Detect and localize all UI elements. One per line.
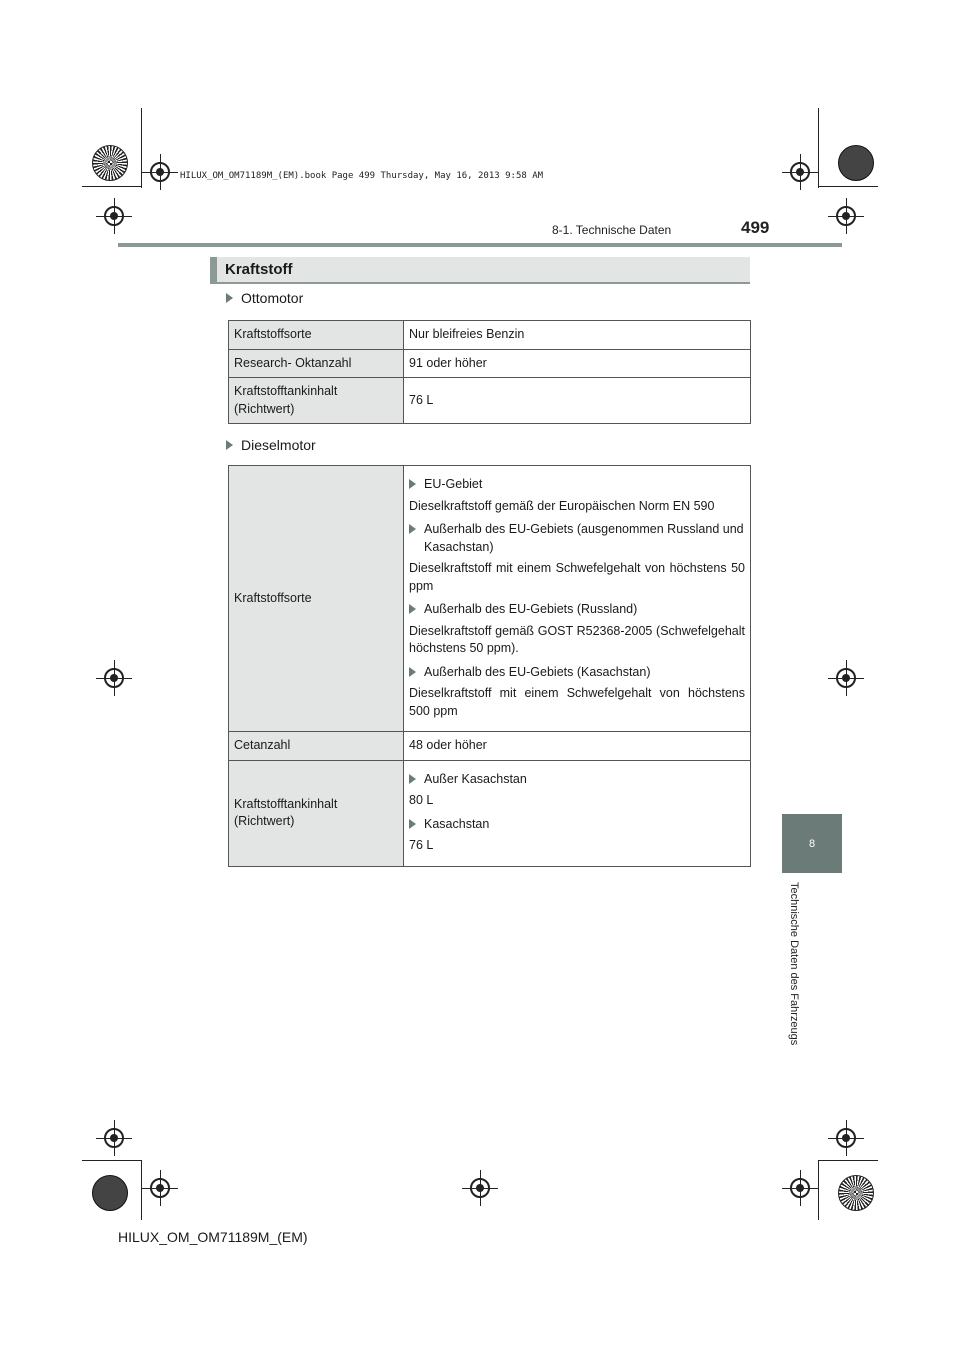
crosshair-icon bbox=[150, 1178, 170, 1198]
fuel-spec-text: Dieselkraftstoff gemäß GOST R52368-2005 (Schwefelgehalt höchstens 50 ppm). bbox=[409, 623, 745, 655]
region-label: Kasachstan bbox=[424, 816, 490, 831]
list-item bbox=[409, 771, 745, 789]
table-value: 91 oder höher bbox=[404, 349, 751, 378]
region-label: Außerhalb des EU-Gebiets (ausgenommen Russland und Kasachstan) bbox=[424, 522, 744, 554]
triangle-bullet-icon bbox=[409, 819, 416, 829]
crosshair-icon bbox=[790, 1178, 810, 1198]
table-row bbox=[229, 349, 751, 378]
petrol-title: Ottomotor bbox=[241, 290, 304, 306]
triangle-bullet-icon bbox=[409, 604, 416, 614]
heading-accent bbox=[210, 257, 217, 282]
fuel-spec-text: Dieselkraftstoff mit einem Schwefelgehalt von höchstens 50 ppm bbox=[409, 561, 745, 593]
table-row bbox=[229, 378, 751, 424]
table-value: Nur bleifreies Benzin bbox=[404, 321, 751, 350]
triangle-bullet-icon bbox=[409, 524, 416, 534]
list-item bbox=[409, 664, 745, 682]
region-label: Außerhalb des EU-Gebiets (Russland) bbox=[424, 602, 638, 616]
table-value: 76 L bbox=[404, 378, 751, 424]
heading-text: Kraftstoff bbox=[225, 261, 293, 278]
tank-value: 80 L bbox=[409, 793, 434, 807]
region-label: EU-Gebiet bbox=[424, 477, 483, 491]
crosshair-icon bbox=[150, 162, 170, 182]
region-label: Außer Kasachstan bbox=[424, 771, 527, 786]
triangle-bullet-icon bbox=[409, 667, 416, 677]
table-label: Cetanzahl bbox=[229, 732, 404, 761]
list-item bbox=[409, 521, 745, 556]
crosshair-icon bbox=[104, 1128, 124, 1148]
fuel-spec-text: Dieselkraftstoff gemäß der Europäischen Norm EN 590 bbox=[409, 498, 715, 513]
diesel-title: Dieselmotor bbox=[241, 437, 316, 453]
list-item bbox=[409, 601, 745, 619]
registration-star-icon bbox=[838, 1175, 874, 1211]
table-value: 48 oder höher bbox=[404, 732, 751, 761]
fuel-spec-text: Dieselkraftstoff mit einem Schwefelgehalt von höchstens 500 ppm bbox=[409, 686, 745, 718]
crosshair-icon bbox=[836, 206, 856, 226]
table-label: Kraftstofftankinhalt (Richtwert) bbox=[229, 760, 404, 866]
region-label: Außerhalb des EU-Gebiets (Kasachstan) bbox=[424, 664, 651, 679]
table-label: Kraftstofftankinhalt (Richtwert) bbox=[229, 378, 404, 424]
table-row bbox=[229, 760, 751, 866]
chapter-tab bbox=[782, 814, 842, 873]
table-value bbox=[404, 466, 751, 732]
crosshair-icon bbox=[104, 668, 124, 688]
registration-disc-icon bbox=[838, 145, 874, 181]
table-label: Kraftstoffsorte bbox=[229, 321, 404, 350]
list-item bbox=[409, 476, 745, 494]
table-row bbox=[229, 466, 751, 732]
list-item bbox=[409, 816, 745, 834]
registration-disc-icon bbox=[92, 1175, 128, 1211]
footer-doc-id: HILUX_OM_OM71189M_(EM) bbox=[118, 1229, 308, 1245]
triangle-bullet-icon bbox=[226, 293, 233, 303]
crosshair-icon bbox=[790, 162, 810, 182]
diesel-subheading bbox=[226, 437, 316, 453]
crosshair-icon bbox=[836, 668, 856, 688]
table-row bbox=[229, 321, 751, 350]
triangle-bullet-icon bbox=[409, 774, 416, 784]
section-title: 8-1. Technische Daten bbox=[552, 223, 672, 237]
table-label: Kraftstoffsorte bbox=[229, 466, 404, 732]
page-number: 499 bbox=[741, 218, 770, 237]
triangle-bullet-icon bbox=[226, 440, 233, 450]
crosshair-icon bbox=[470, 1178, 490, 1198]
tank-value: 76 L bbox=[409, 838, 434, 852]
petrol-spec-table bbox=[228, 320, 751, 424]
table-value bbox=[404, 760, 751, 866]
section-heading bbox=[210, 257, 750, 284]
triangle-bullet-icon bbox=[409, 479, 416, 489]
chapter-title: Technische Daten des Fahrzeugs bbox=[788, 882, 800, 1046]
crosshair-icon bbox=[104, 206, 124, 226]
crosshair-icon bbox=[836, 1128, 856, 1148]
book-info-line: HILUX_OM_OM71189M_(EM).book Page 499 Thursday, May 16, 2013 9:58 AM bbox=[180, 171, 544, 181]
petrol-subheading bbox=[226, 290, 303, 306]
table-label: Research- Oktanzahl bbox=[229, 349, 404, 378]
registration-star-icon bbox=[92, 145, 128, 181]
diesel-spec-table bbox=[228, 465, 751, 867]
chapter-number: 8 bbox=[808, 837, 816, 850]
table-row bbox=[229, 732, 751, 761]
header-rule bbox=[118, 243, 842, 247]
